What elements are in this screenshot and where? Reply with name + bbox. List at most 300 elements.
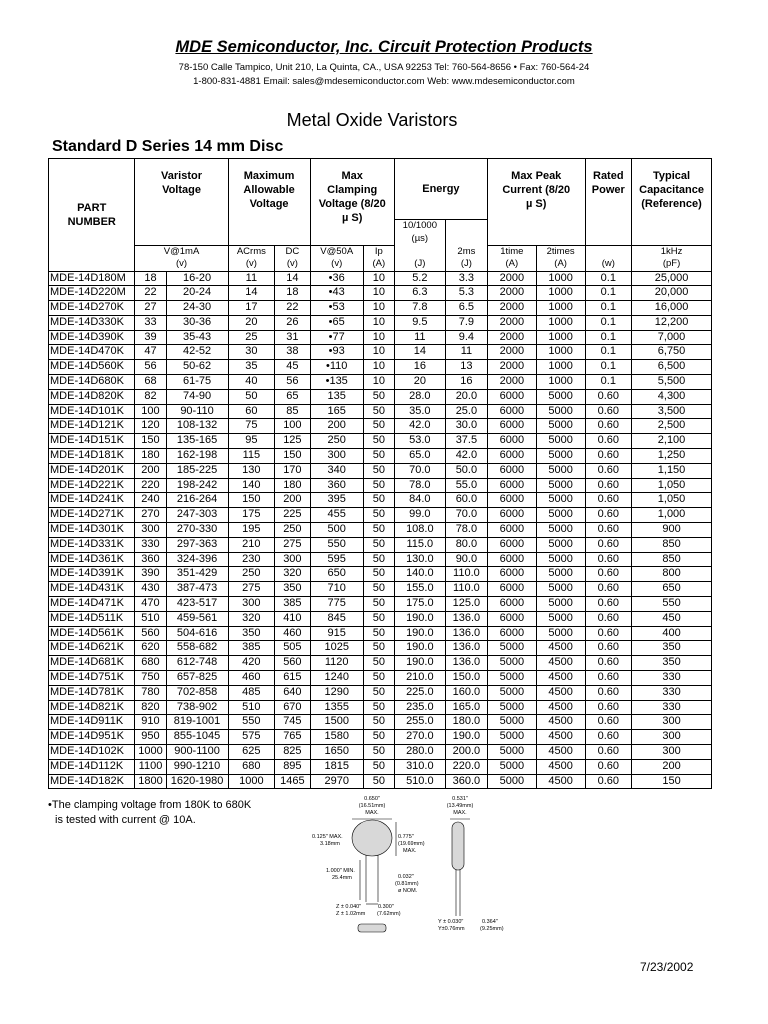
table-row <box>49 641 712 656</box>
table-row <box>49 493 712 508</box>
table-cell: 0.1 <box>585 345 632 360</box>
table-cell: 300 <box>310 449 363 464</box>
table-cell: 50 <box>363 759 394 774</box>
table-cell: 0.60 <box>585 730 632 745</box>
table-cell: 895 <box>275 759 310 774</box>
table-cell: 550 <box>632 597 712 612</box>
subheader-energy-2ms-top <box>445 220 487 246</box>
table-cell: 0.60 <box>585 434 632 449</box>
table-cell: 50 <box>363 523 394 538</box>
table-cell: 42.0 <box>394 419 445 434</box>
part-number-cell: MDE-14D471K <box>49 597 135 612</box>
table-cell: 25,000 <box>632 271 712 286</box>
part-number-cell: MDE-14D820K <box>49 389 135 404</box>
table-cell: 74-90 <box>166 389 228 404</box>
table-row <box>49 330 712 345</box>
table-cell: 5000 <box>487 700 536 715</box>
table-cell: 1465 <box>275 774 310 789</box>
table-cell: 4500 <box>536 641 585 656</box>
table-cell: 210 <box>228 537 275 552</box>
table-cell: 20-24 <box>166 286 228 301</box>
table-cell: 330 <box>632 671 712 686</box>
part-number-cell: MDE-14D431K <box>49 582 135 597</box>
table-cell: 324-396 <box>166 552 228 567</box>
table-cell: 38 <box>275 345 310 360</box>
table-cell: 558-682 <box>166 641 228 656</box>
table-cell: 5000 <box>487 656 536 671</box>
varistor-disc-side <box>452 822 464 870</box>
table-cell: 84.0 <box>394 493 445 508</box>
dim-j-mm-label: (9.25mm) <box>480 926 504 932</box>
table-cell: 11 <box>228 271 275 286</box>
part-number-cell: MDE-14D121K <box>49 419 135 434</box>
table-cell: 6.3 <box>394 286 445 301</box>
table-cell: 657-825 <box>166 671 228 686</box>
table-cell: 820 <box>135 700 166 715</box>
table-cell: 5000 <box>487 759 536 774</box>
table-cell: 0.60 <box>585 537 632 552</box>
table-cell: 510.0 <box>394 774 445 789</box>
table-cell: 135-165 <box>166 434 228 449</box>
table-cell: 5000 <box>536 419 585 434</box>
table-cell: 90.0 <box>445 552 487 567</box>
table-cell: 5000 <box>487 671 536 686</box>
table-cell: 115.0 <box>394 537 445 552</box>
table-cell: 2000 <box>487 330 536 345</box>
dim-a-mm-label: (16.51mm) <box>358 803 386 809</box>
table-cell: 430 <box>135 582 166 597</box>
table-cell: 250 <box>310 434 363 449</box>
table-row <box>49 508 712 523</box>
table-cell: 2000 <box>487 345 536 360</box>
table-cell: 280.0 <box>394 745 445 760</box>
table-cell: 2000 <box>487 286 536 301</box>
table-cell: 550 <box>310 537 363 552</box>
table-cell: 136.0 <box>445 656 487 671</box>
table-cell: 190.0 <box>394 656 445 671</box>
table-cell: 42-52 <box>166 345 228 360</box>
table-cell: 160.0 <box>445 685 487 700</box>
dim-c-label: 0.775" <box>398 834 414 840</box>
table-cell: 82 <box>135 389 166 404</box>
table-row <box>49 611 712 626</box>
table-cell: 2000 <box>487 375 536 390</box>
dim-b-label: 0.125" MAX. <box>312 834 343 840</box>
table-cell: 4500 <box>536 745 585 760</box>
table-cell: 190.0 <box>445 730 487 745</box>
table-cell: 0.60 <box>585 449 632 464</box>
dim-e-nom-label: ø NOM. <box>398 888 418 894</box>
table-row <box>49 523 712 538</box>
part-number-cell: MDE-14D220M <box>49 286 135 301</box>
table-cell: 50 <box>363 389 394 404</box>
table-cell: 250 <box>228 567 275 582</box>
table-cell: 1240 <box>310 671 363 686</box>
table-cell: 5000 <box>487 715 536 730</box>
part-number-cell: MDE-14D911K <box>49 715 135 730</box>
table-cell: 35.0 <box>394 404 445 419</box>
table-cell: 50 <box>363 671 394 686</box>
table-cell: 20,000 <box>632 286 712 301</box>
table-cell: 750 <box>135 671 166 686</box>
table-cell: 39 <box>135 330 166 345</box>
table-cell: 1025 <box>310 641 363 656</box>
dim-c-max-label: MAX. <box>403 848 417 854</box>
table-cell: 780 <box>135 685 166 700</box>
table-cell: 351-429 <box>166 567 228 582</box>
table-cell: 1100 <box>135 759 166 774</box>
varistor-disc-front <box>352 820 392 856</box>
address-line-1: 78-150 Calle Tampico, Unit 210, La Quinta, CA., USA 92253 Tel: 760-564-8656 • Fax: 760-564-24 <box>178 62 590 73</box>
table-cell: 387-473 <box>166 582 228 597</box>
table-cell: 0.60 <box>585 552 632 567</box>
table-row <box>49 389 712 404</box>
table-cell: 120 <box>135 419 166 434</box>
table-row <box>49 315 712 330</box>
table-cell: 350 <box>632 656 712 671</box>
part-number-cell: MDE-14D301K <box>49 523 135 538</box>
table-cell: 0.60 <box>585 567 632 582</box>
table-row <box>49 730 712 745</box>
company-title: MDE Semiconductor, Inc. Circuit Protection Products <box>175 38 593 56</box>
table-cell: 855-1045 <box>166 730 228 745</box>
table-cell: 5.2 <box>394 271 445 286</box>
table-cell: 56 <box>275 375 310 390</box>
table-cell: 190.0 <box>394 626 445 641</box>
table-cell: 0.1 <box>585 286 632 301</box>
table-cell: 5000 <box>536 478 585 493</box>
table-cell: 0.1 <box>585 375 632 390</box>
table-cell: 410 <box>275 611 310 626</box>
table-cell: 155.0 <box>394 582 445 597</box>
table-cell: 35-43 <box>166 330 228 345</box>
table-cell: 50 <box>363 508 394 523</box>
table-cell: 10 <box>363 345 394 360</box>
document-date: 7/23/2002 <box>640 960 694 974</box>
dim-d-mm-label: 25.4mm <box>332 875 352 881</box>
table-cell: 10 <box>363 301 394 316</box>
table-cell: 0.1 <box>585 360 632 375</box>
table-cell: 50 <box>363 641 394 656</box>
header-typical-capacitance: Typical Capacitance (Reference) <box>632 159 712 246</box>
table-cell: 136.0 <box>445 626 487 641</box>
table-cell: 595 <box>310 552 363 567</box>
table-cell: 395 <box>310 493 363 508</box>
table-cell: 200 <box>632 759 712 774</box>
table-row <box>49 434 712 449</box>
table-row <box>49 360 712 375</box>
table-cell: 615 <box>275 671 310 686</box>
table-cell: 7.9 <box>445 315 487 330</box>
table-cell: 0.60 <box>585 523 632 538</box>
table-cell: 5000 <box>536 523 585 538</box>
table-row <box>49 656 712 671</box>
table-cell: 300 <box>228 597 275 612</box>
table-cell: 990-1210 <box>166 759 228 774</box>
table-cell: 485 <box>228 685 275 700</box>
table-cell: 56 <box>135 360 166 375</box>
table-cell: 3,500 <box>632 404 712 419</box>
table-cell: 40 <box>228 375 275 390</box>
table-cell: 300 <box>632 715 712 730</box>
table-cell: 1,050 <box>632 478 712 493</box>
table-cell: 6000 <box>487 463 536 478</box>
header-part-number: PART NUMBER <box>49 159 135 272</box>
table-cell: 12,200 <box>632 315 712 330</box>
subheader-power-unit: (w) <box>585 245 632 271</box>
series-title: Standard D Series 14 mm Disc <box>52 138 284 155</box>
table-cell: 235.0 <box>394 700 445 715</box>
table-cell: 2,100 <box>632 434 712 449</box>
table-cell: 470 <box>135 597 166 612</box>
table-cell: 0.60 <box>585 656 632 671</box>
table-cell: 640 <box>275 685 310 700</box>
dim-e-mm-label: (0.81mm) <box>395 881 419 887</box>
table-cell: 320 <box>275 567 310 582</box>
table-cell: 37.5 <box>445 434 487 449</box>
table-cell: 1290 <box>310 685 363 700</box>
table-cell: 455 <box>310 508 363 523</box>
table-cell: 910 <box>135 715 166 730</box>
table-cell: 0.60 <box>585 774 632 789</box>
table-cell: 0.60 <box>585 700 632 715</box>
table-cell: 1,150 <box>632 463 712 478</box>
table-cell: 50 <box>228 389 275 404</box>
table-cell: 9.4 <box>445 330 487 345</box>
table-row <box>49 463 712 478</box>
table-cell: 230 <box>228 552 275 567</box>
table-cell: 220 <box>135 478 166 493</box>
table-cell: 620 <box>135 641 166 656</box>
table-cell: 50 <box>363 715 394 730</box>
table-cell: 1800 <box>135 774 166 789</box>
table-cell: 50 <box>363 685 394 700</box>
table-cell: 2000 <box>487 360 536 375</box>
table-cell: 745 <box>275 715 310 730</box>
table-cell: 150 <box>135 434 166 449</box>
table-cell: 50.0 <box>445 463 487 478</box>
table-cell: 50 <box>363 774 394 789</box>
table-cell: 850 <box>632 537 712 552</box>
table-cell: 4500 <box>536 656 585 671</box>
table-cell: 775 <box>310 597 363 612</box>
dim-c-mm-label: (19.69mm) <box>398 841 425 847</box>
note-line-1: •The clamping voltage from 180K to 680K <box>48 799 252 811</box>
table-cell: 650 <box>632 582 712 597</box>
table-cell: 35 <box>228 360 275 375</box>
table-cell: 50 <box>363 745 394 760</box>
table-cell: 5000 <box>536 493 585 508</box>
part-number-cell: MDE-14D151K <box>49 434 135 449</box>
table-cell: 125 <box>275 434 310 449</box>
table-cell: 0.60 <box>585 478 632 493</box>
part-number-cell: MDE-14D391K <box>49 567 135 582</box>
table-cell: 330 <box>135 537 166 552</box>
table-cell: 360 <box>310 478 363 493</box>
table-cell: 95 <box>228 434 275 449</box>
table-cell: 845 <box>310 611 363 626</box>
table-cell: •93 <box>310 345 363 360</box>
table-cell: 99.0 <box>394 508 445 523</box>
table-cell: 330 <box>632 685 712 700</box>
table-cell: 0.60 <box>585 582 632 597</box>
dim-j-label: 0.364" <box>482 919 498 925</box>
table-cell: 510 <box>135 611 166 626</box>
table-cell: 50-62 <box>166 360 228 375</box>
table-cell: 11 <box>445 345 487 360</box>
table-cell: 275 <box>228 582 275 597</box>
table-cell: 702-858 <box>166 685 228 700</box>
table-cell: 50 <box>363 700 394 715</box>
table-cell: 1500 <box>310 715 363 730</box>
table-cell: 14 <box>275 271 310 286</box>
table-cell: 1000 <box>536 286 585 301</box>
table-cell: 0.60 <box>585 641 632 656</box>
table-cell: 90-110 <box>166 404 228 419</box>
clamping-note <box>48 798 251 828</box>
table-cell: 16 <box>394 360 445 375</box>
table-cell: 0.60 <box>585 685 632 700</box>
table-cell: 170 <box>275 463 310 478</box>
table-cell: 560 <box>275 656 310 671</box>
table-cell: 225.0 <box>394 685 445 700</box>
table-cell: 270.0 <box>394 730 445 745</box>
part-number-cell: MDE-14D270K <box>49 301 135 316</box>
table-cell: 5000 <box>536 552 585 567</box>
table-cell: 190.0 <box>394 611 445 626</box>
table-cell: 450 <box>632 611 712 626</box>
table-cell: 1,050 <box>632 493 712 508</box>
table-cell: 180.0 <box>445 715 487 730</box>
table-cell: 4500 <box>536 700 585 715</box>
table-cell: 200 <box>310 419 363 434</box>
table-cell: 31 <box>275 330 310 345</box>
table-cell: 6000 <box>487 626 536 641</box>
table-cell: 5000 <box>536 626 585 641</box>
table-cell: 0.60 <box>585 671 632 686</box>
table-cell: 220.0 <box>445 759 487 774</box>
table-cell: •65 <box>310 315 363 330</box>
dim-a-max-label: MAX. <box>365 810 379 816</box>
table-cell: 825 <box>275 745 310 760</box>
table-cell: 130 <box>228 463 275 478</box>
table-cell: 10 <box>363 271 394 286</box>
table-cell: 216-264 <box>166 493 228 508</box>
table-cell: 198-242 <box>166 478 228 493</box>
table-row <box>49 685 712 700</box>
table-cell: 6000 <box>487 478 536 493</box>
table-cell: 300 <box>135 523 166 538</box>
table-cell: 5000 <box>536 582 585 597</box>
table-cell: 6000 <box>487 419 536 434</box>
note-line-2: is tested with current @ 10A. <box>55 814 196 826</box>
table-cell: •53 <box>310 301 363 316</box>
table-cell: 140.0 <box>394 567 445 582</box>
subheader-capacitance: 1kHz (pF) <box>632 245 712 271</box>
table-cell: 350 <box>228 626 275 641</box>
table-cell: 1000 <box>536 360 585 375</box>
table-cell: 0.60 <box>585 404 632 419</box>
table-cell: 165 <box>310 404 363 419</box>
varistor-disc-bottom <box>358 924 386 932</box>
table-cell: 5000 <box>536 463 585 478</box>
table-cell: 819-1001 <box>166 715 228 730</box>
table-cell: 190.0 <box>394 641 445 656</box>
table-cell: 738-902 <box>166 700 228 715</box>
table-cell: 50 <box>363 567 394 582</box>
table-cell: 420 <box>228 656 275 671</box>
table-cell: 50 <box>363 626 394 641</box>
table-cell: 5000 <box>536 567 585 582</box>
table-cell: 6000 <box>487 567 536 582</box>
table-row <box>49 700 712 715</box>
table-cell: 0.1 <box>585 330 632 345</box>
table-cell: 27 <box>135 301 166 316</box>
table-cell: 625 <box>228 745 275 760</box>
table-cell: 6000 <box>487 523 536 538</box>
table-cell: 9.5 <box>394 315 445 330</box>
table-cell: 175.0 <box>394 597 445 612</box>
table-cell: 162-198 <box>166 449 228 464</box>
part-number-cell: MDE-14D470K <box>49 345 135 360</box>
header-max-allowable-voltage: Maximum Allowable Voltage <box>228 159 310 246</box>
table-cell: 1000 <box>228 774 275 789</box>
table-cell: 5000 <box>536 434 585 449</box>
table-cell: 150 <box>632 774 712 789</box>
dim-f-mm-label: Z ± 1.02mm <box>336 911 366 917</box>
table-row <box>49 345 712 360</box>
part-number-cell: MDE-14D331K <box>49 537 135 552</box>
table-cell: 45 <box>275 360 310 375</box>
table-cell: 504-616 <box>166 626 228 641</box>
table-cell: 1000 <box>536 315 585 330</box>
table-cell: 14 <box>394 345 445 360</box>
header-max-clamping-voltage: Max Clamping Voltage (8/20 µ S) <box>310 159 394 246</box>
table-cell: 500 <box>310 523 363 538</box>
table-cell: 6,750 <box>632 345 712 360</box>
dim-e-label: 0.032" <box>398 874 414 880</box>
table-cell: 60.0 <box>445 493 487 508</box>
table-cell: 460 <box>275 626 310 641</box>
table-cell: 550 <box>228 715 275 730</box>
table-row <box>49 552 712 567</box>
subheader-energy-2ms: 2ms (J) <box>445 245 487 271</box>
table-cell: 22 <box>275 301 310 316</box>
table-cell: 24-30 <box>166 301 228 316</box>
table-cell: 0.1 <box>585 271 632 286</box>
table-cell: 5000 <box>487 730 536 745</box>
table-cell: 2000 <box>487 315 536 330</box>
table-cell: 385 <box>275 597 310 612</box>
header-max-peak-current: Max Peak Current (8/20 µ S) <box>487 159 585 246</box>
table-cell: 900 <box>632 523 712 538</box>
table-row <box>49 537 712 552</box>
table-cell: 4500 <box>536 774 585 789</box>
table-cell: 80.0 <box>445 537 487 552</box>
table-cell: 0.60 <box>585 463 632 478</box>
table-cell: 135 <box>310 389 363 404</box>
table-cell: 5000 <box>536 389 585 404</box>
part-number-cell: MDE-14D180M <box>49 271 135 286</box>
table-cell: 460 <box>228 671 275 686</box>
table-cell: 360.0 <box>445 774 487 789</box>
table-cell: 1120 <box>310 656 363 671</box>
table-cell: 108.0 <box>394 523 445 538</box>
document-title: Metal Oxide Varistors <box>286 110 458 130</box>
table-cell: 1620-1980 <box>166 774 228 789</box>
table-cell: 6000 <box>487 582 536 597</box>
table-row <box>49 286 712 301</box>
